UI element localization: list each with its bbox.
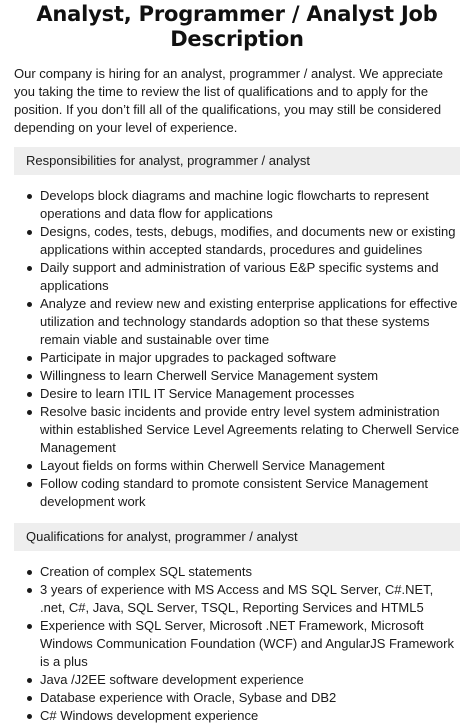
qualification-item: Creation of complex SQL statements — [40, 563, 460, 581]
qualifications-list — [14, 563, 460, 725]
qualification-item: 3 years of experience with MS Access and MS SQL Server, C#.NET, .net, C#, Java, SQL Server, TSQL, Reporting Services and HTML5 — [40, 581, 460, 617]
qualifications-header: Qualifications for analyst, programmer / analyst — [14, 523, 460, 551]
responsibility-item: Layout fields on forms within Cherwell Service Management — [40, 457, 460, 475]
qualification-item: Experience with SQL Server, Microsoft .NET Framework, Microsoft Windows Communication Foundation (WCF) and AngularJS Framework is a plus — [40, 617, 460, 671]
responsibility-item: Daily support and administration of various E&P specific systems and applications — [40, 259, 460, 295]
qualification-item: Java /J2EE software development experience — [40, 671, 460, 689]
intro-paragraph: Our company is hiring for an analyst, programmer / analyst. We appreciate you taking the time to review the list of qualifications and to apply for the position. If you don’t fill all of the qualifications, you may still be considered depending on your level of experience. — [14, 66, 443, 135]
page-title: Analyst, Programmer / Analyst Job Description — [36, 2, 438, 51]
responsibility-item: Designs, codes, tests, debugs, modifies, and documents new or existing applications within accepted standards, procedures and guidelines — [40, 223, 460, 259]
responsibility-item: Participate in major upgrades to packaged software — [40, 349, 460, 367]
responsibility-item: Analyze and review new and existing enterprise applications for effective utilization and technology standards adoption so that these systems remain viable and sustainable over time — [40, 295, 460, 349]
responsibility-item: Develops block diagrams and machine logic flowcharts to represent operations and data flow for applications — [40, 187, 460, 223]
responsibility-item: Resolve basic incidents and provide entry level system administration within established Service Level Agreements relating to Cherwell Service Management — [40, 404, 460, 455]
responsibilities-list — [14, 187, 460, 511]
responsibilities-header: Responsibilities for analyst, programmer / analyst — [14, 147, 460, 175]
qualification-item: C# Windows development experience — [40, 707, 460, 725]
qualification-item: Database experience with Oracle, Sybase and DB2 — [40, 689, 460, 707]
responsibility-item: Follow coding standard to promote consistent Service Management development work — [40, 475, 460, 511]
responsibility-item: Willingness to learn Cherwell Service Management system — [40, 367, 460, 385]
responsibility-item: Desire to learn ITIL IT Service Management processes — [40, 385, 460, 403]
